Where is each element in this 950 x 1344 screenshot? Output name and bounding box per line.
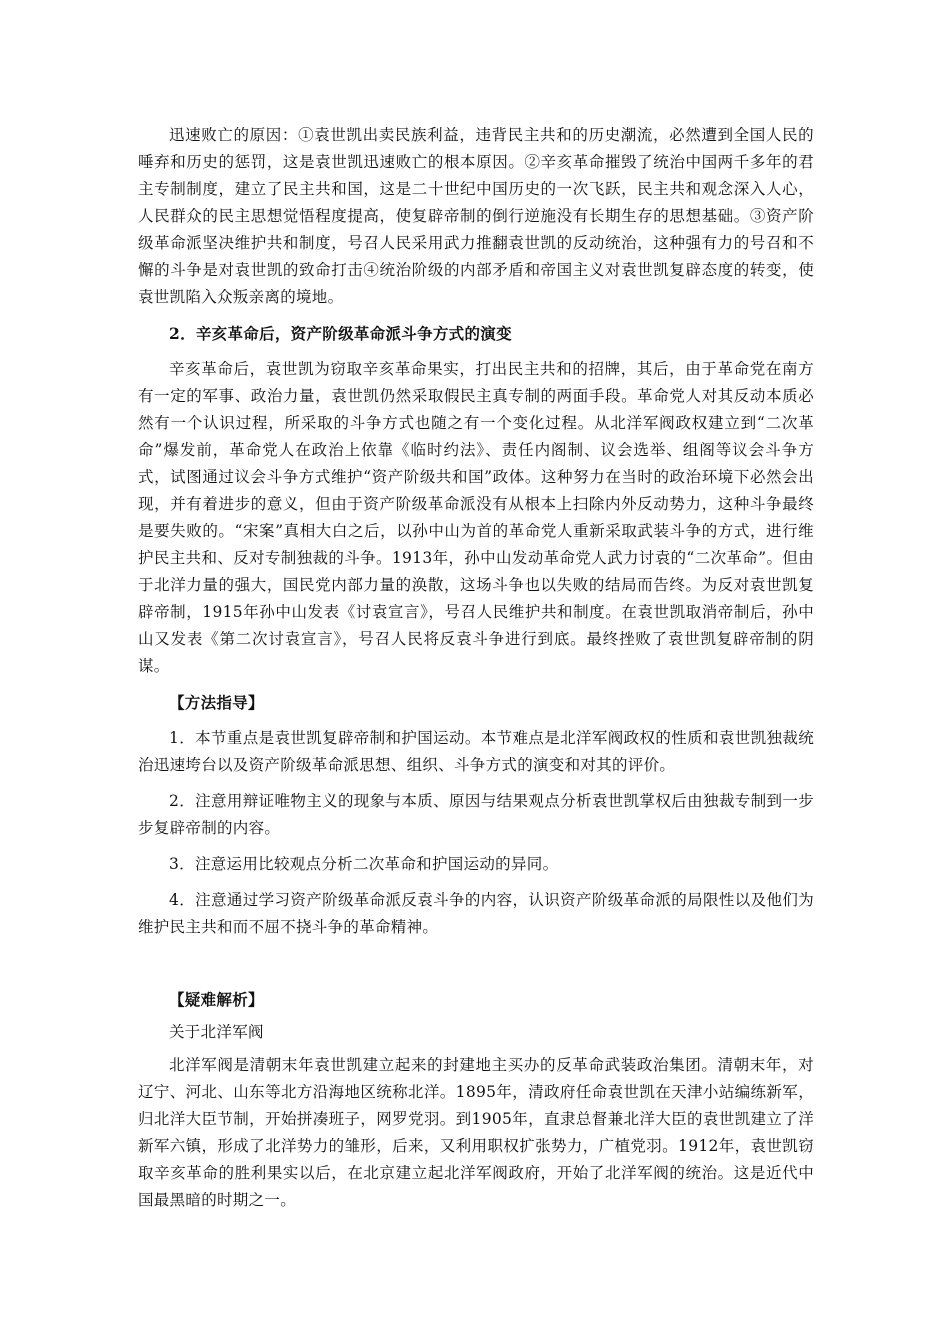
paragraph-collapse-reasons: 迅速败亡的原因：①袁世凯出卖民族利益，违背民主共和的历史潮流，必然遭到全国人民的唾弃和历史的惩罚，这是袁世凯迅速败亡的根本原因。②辛亥革命摧毁了统治中国两千多年的君主专制制度，建立了民主共和国，这是二十世纪中国历史的一次飞跃，民主共和观念深入人心，人民群众的民主思想觉悟程度提高，使复辟帝制的倒行逆施没有长期生存的思想基础。③资产阶级革命派坚决维护共和制度，号召人民采用武力推翻袁世凯的反动统治，这种强有力的号召和不懈的斗争是对袁世凯的致命打击④统治阶级的内部矛盾和帝国主义对袁世凯复辟态度的转变，使袁世凯陷入众叛亲离的境地。 bbox=[138, 126, 814, 306]
document-page bbox=[138, 122, 814, 1223]
method-item-3: 3．注意运用比较观点分析二次革命和护国运动的异同。 bbox=[169, 855, 559, 873]
paragraph-beiyang-warlords: 北洋军阀是清朝末年袁世凯建立起来的封建地主买办的反革命武装政治集团。清朝末年，对辽宁、河北、山东等北方沿海地区统称北洋。1895年，清政府任命袁世凯在天津小站编练新军，归北洋大臣节制，开始拼凑班子，网罗党羽。到1905年，直隶总督兼北洋大臣的袁世凯建立了洋新军六镇，形成了北洋势力的雏形，后来，又利用职权扩张势力，广植党羽。1912年，袁世凯窃取辛亥革命的胜利果实以后，在北京建立起北洋军阀政府，开始了北洋军阀的统治。这是近代中国最黑暗的时期之一。 bbox=[138, 1056, 814, 1209]
section-heading-struggle-evolution: 2．辛亥革命后，资产阶级革命派斗争方式的演变 bbox=[169, 324, 512, 343]
spacer bbox=[138, 950, 814, 986]
method-item-2: 2．注意用辩证唯物主义的现象与本质、原因与结果观点分析袁世凯掌权后由独裁专制到一步步复辟帝制的内容。 bbox=[138, 792, 814, 837]
section-heading-method-guide: 【方法指导】 bbox=[169, 693, 264, 712]
method-item-1: 1．本节重点是袁世凯复辟帝制和护国运动。本节难点是北洋军阀政权的性质和袁世凯独裁统治迅速垮台以及资产阶级革命派思想、组织、斗争方式的演变和对其的评价。 bbox=[138, 729, 814, 774]
paragraph-struggle-evolution: 辛亥革命后，袁世凯为窃取辛亥革命果实，打出民主共和的招牌，其后，由于革命党在南方有一定的军事、政治力量，袁世凯仍然采取假民主真专制的两面手段。革命党人对其反动本质必然有一个认识过程，所采取的斗争方式也随之有一个变化过程。从北洋军阀政权建立到“二次革命”爆发前，革命党人在政治上依靠《临时约法》、责任内阁制、议会选举、组阁等议会斗争方式，试图通过议会斗争方式维护“资产阶级共和国”政体。这种努力在当时的政治环境下必然会出现，并有着进步的意义，但由于资产阶级革命派没有从根本上扫除内外反动势力，这种斗争最终是要失败的。“宋案”真相大白之后，以孙中山为首的革命党人重新采取武装斗争的方式，进行维护民主共和、反对专制独裁的斗争。1913年，孙中山发动革命党人武力讨袁的“二次革命”。但由于北洋力量的强大，国民党内部力量的涣散，这场斗争也以失败的结局而告终。为反对袁世凯复辟帝制，1915年孙中山发表《讨袁宣言》，号召人民维护共和制度。在袁世凯取消帝制后，孙中山又发表《第二次讨袁宣言》，号召人民将反袁斗争进行到底。最终挫败了袁世凯复辟帝制的阴谋。 bbox=[138, 360, 814, 675]
subheading-beiyang-warlords: 关于北洋军阀 bbox=[169, 1023, 264, 1041]
section-heading-difficult-analysis: 【疑难解析】 bbox=[169, 990, 264, 1009]
method-item-4: 4．注意通过学习资产阶级革命派反袁斗争的内容，认识资产阶级革命派的局限性以及他们为维护民主共和而不屈不挠斗争的革命精神。 bbox=[138, 891, 814, 936]
